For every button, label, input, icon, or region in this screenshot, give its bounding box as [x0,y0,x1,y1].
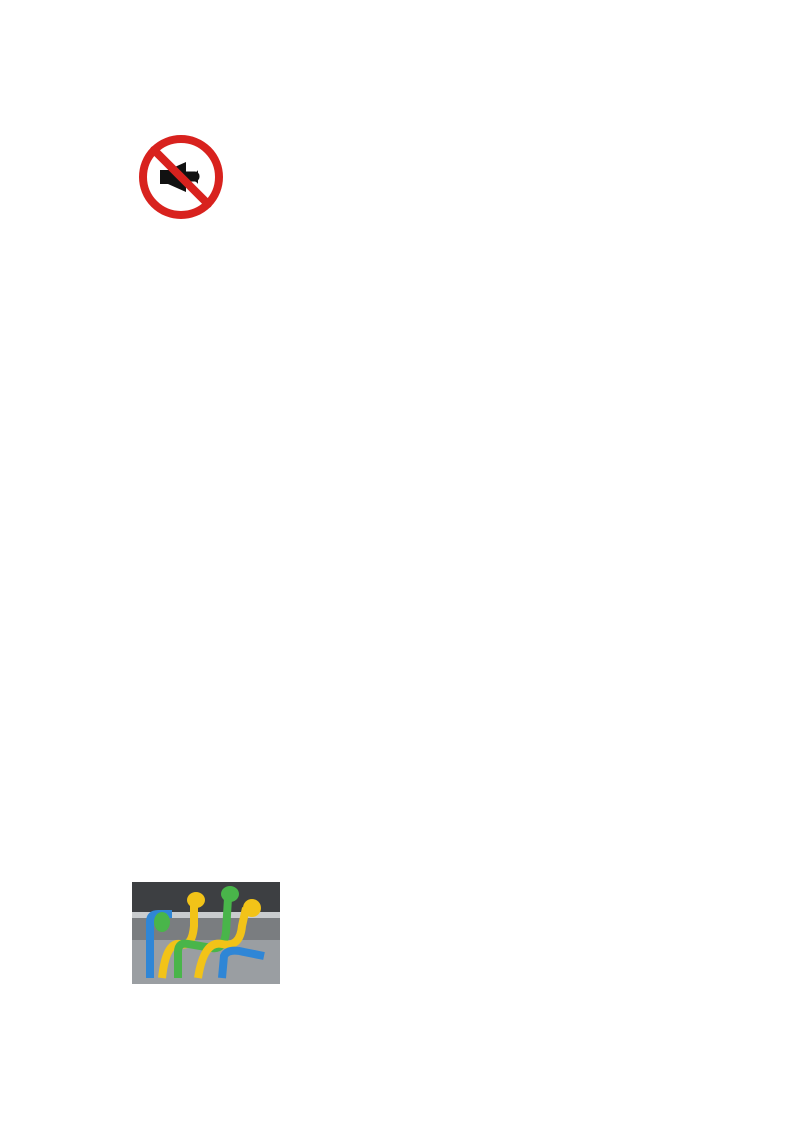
waveform-jia [310,914,394,964]
reference-oscilloscope-grid [136,392,270,456]
waveform-yi [397,914,483,964]
q12-option-c-oscilloscope [295,580,431,662]
q12-option-b-oscilloscope [432,474,572,562]
waveform-bing [486,914,570,964]
speaking-tube-photo [132,882,280,984]
q12-option-d-oscilloscope [295,684,431,768]
no-horn-sign-icon [138,134,224,220]
q12-option-a-oscilloscope [158,476,298,562]
